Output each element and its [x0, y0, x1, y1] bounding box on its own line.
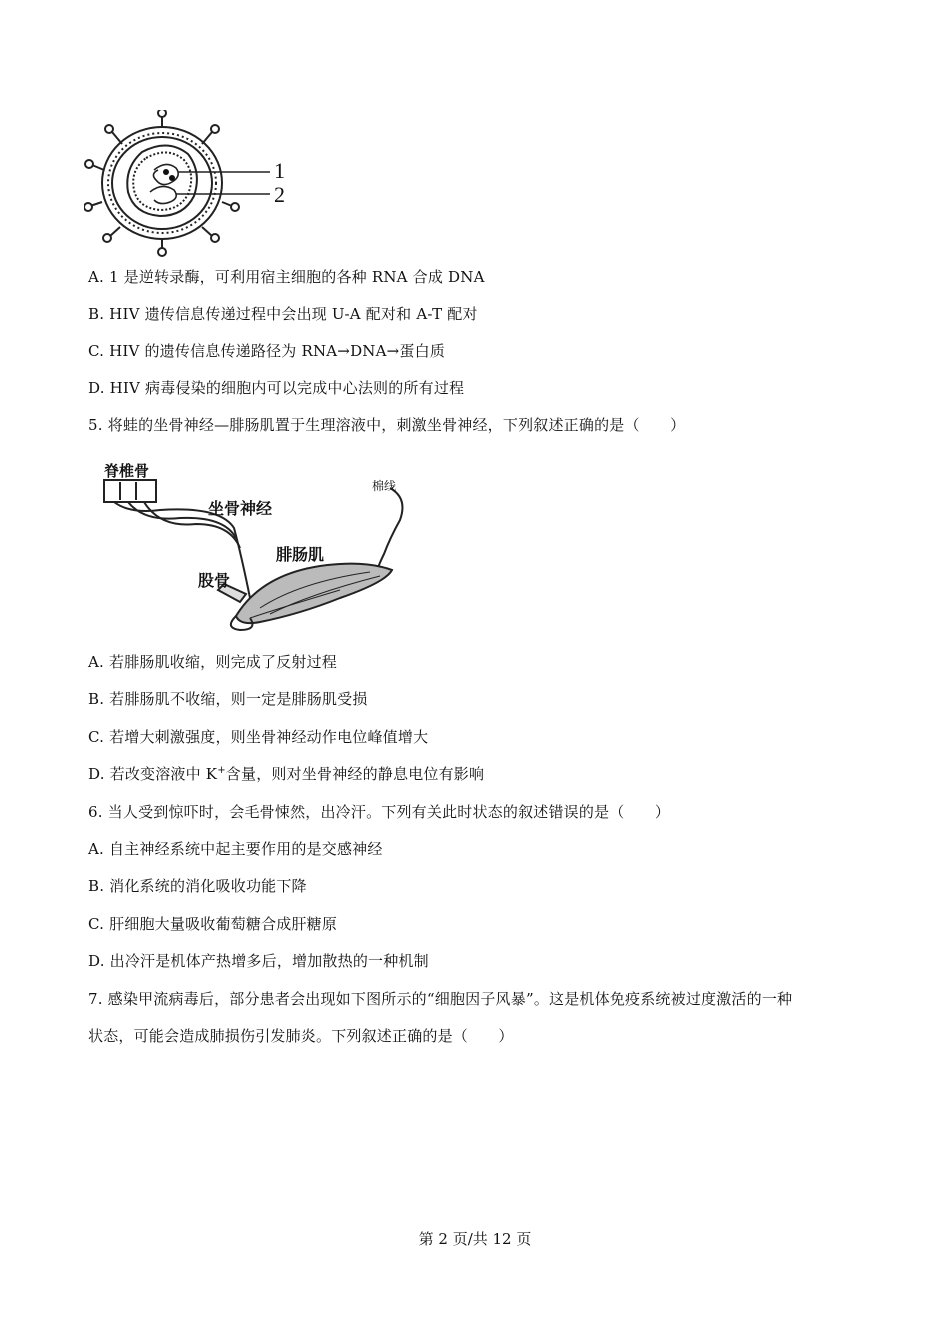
page-footer: 第 2 页/共 12 页 [418, 1230, 532, 1248]
q6-option-a: A. 自主神经系统中起主要作用的是交感神经 [88, 840, 383, 858]
label-femur: 股骨 [198, 571, 231, 590]
q6-option-d: D. 出冷汗是机体产热增多后，增加散热的一种机制 [88, 952, 429, 970]
q4-option-c: C. HIV 的遗传信息传递路径为 RNA→DNA→蛋白质 [88, 342, 446, 360]
q5-stem: 5. 将蛙的坐骨神经—腓肠肌置于生理溶液中，刺激坐骨神经，下列叙述正确的是（ ） [88, 416, 686, 434]
q5-option-a: A. 若腓肠肌收缩，则完成了反射过程 [88, 653, 337, 671]
label-muscle: 腓肠肌 [276, 545, 325, 564]
q7-stem-line1: 7. 感染甲流病毒后，部分患者会出现如下图所示的“细胞因子风暴”。这是机体免疫系统被过度激活的一种 [88, 990, 793, 1008]
label-nerve: 坐骨神经 [208, 499, 273, 518]
q4-option-b: B. HIV 遗传信息传递过程中会出现 U-A 配对和 A-T 配对 [88, 305, 478, 323]
q4-option-a: A. 1 是逆转录酶，可利用宿主细胞的各种 RNA 合成 DNA [88, 268, 485, 286]
potassium-superscript: + [217, 765, 226, 776]
q5-option-d-part1: D. 若改变溶液中 K [88, 765, 218, 783]
label-spine: 脊椎骨 [104, 462, 150, 480]
q5-option-d [88, 764, 484, 784]
q6-option-c: C. 肝细胞大量吸收葡萄糖合成肝糖原 [88, 915, 338, 933]
virus-label-2: 2 [274, 182, 285, 207]
q5-option-c: C. 若增大刺激强度，则坐骨神经动作电位峰值增大 [88, 728, 429, 746]
frog-nerve-muscle-figure [100, 458, 420, 634]
q6-stem: 6. 当人受到惊吓时，会毛骨悚然，出冷汗。下列有关此时状态的叙述错误的是（ ） [88, 803, 671, 821]
virus-label-1: 1 [274, 158, 285, 183]
q6-option-b: B. 消化系统的消化吸收功能下降 [88, 877, 307, 895]
q5-option-d-part2: 含量，则对坐骨神经的静息电位有影响 [225, 765, 485, 783]
q7-stem-line2: 状态，可能会造成肺损伤引发肺炎。下列叙述正确的是（ ） [88, 1027, 514, 1045]
hiv-virus-figure [84, 110, 294, 260]
q5-option-b: B. 若腓肠肌不收缩，则一定是腓肠肌受损 [88, 690, 368, 708]
q4-option-d: D. HIV 病毒侵染的细胞内可以完成中心法则的所有过程 [88, 379, 465, 397]
label-thread: 棉线 [372, 479, 397, 493]
